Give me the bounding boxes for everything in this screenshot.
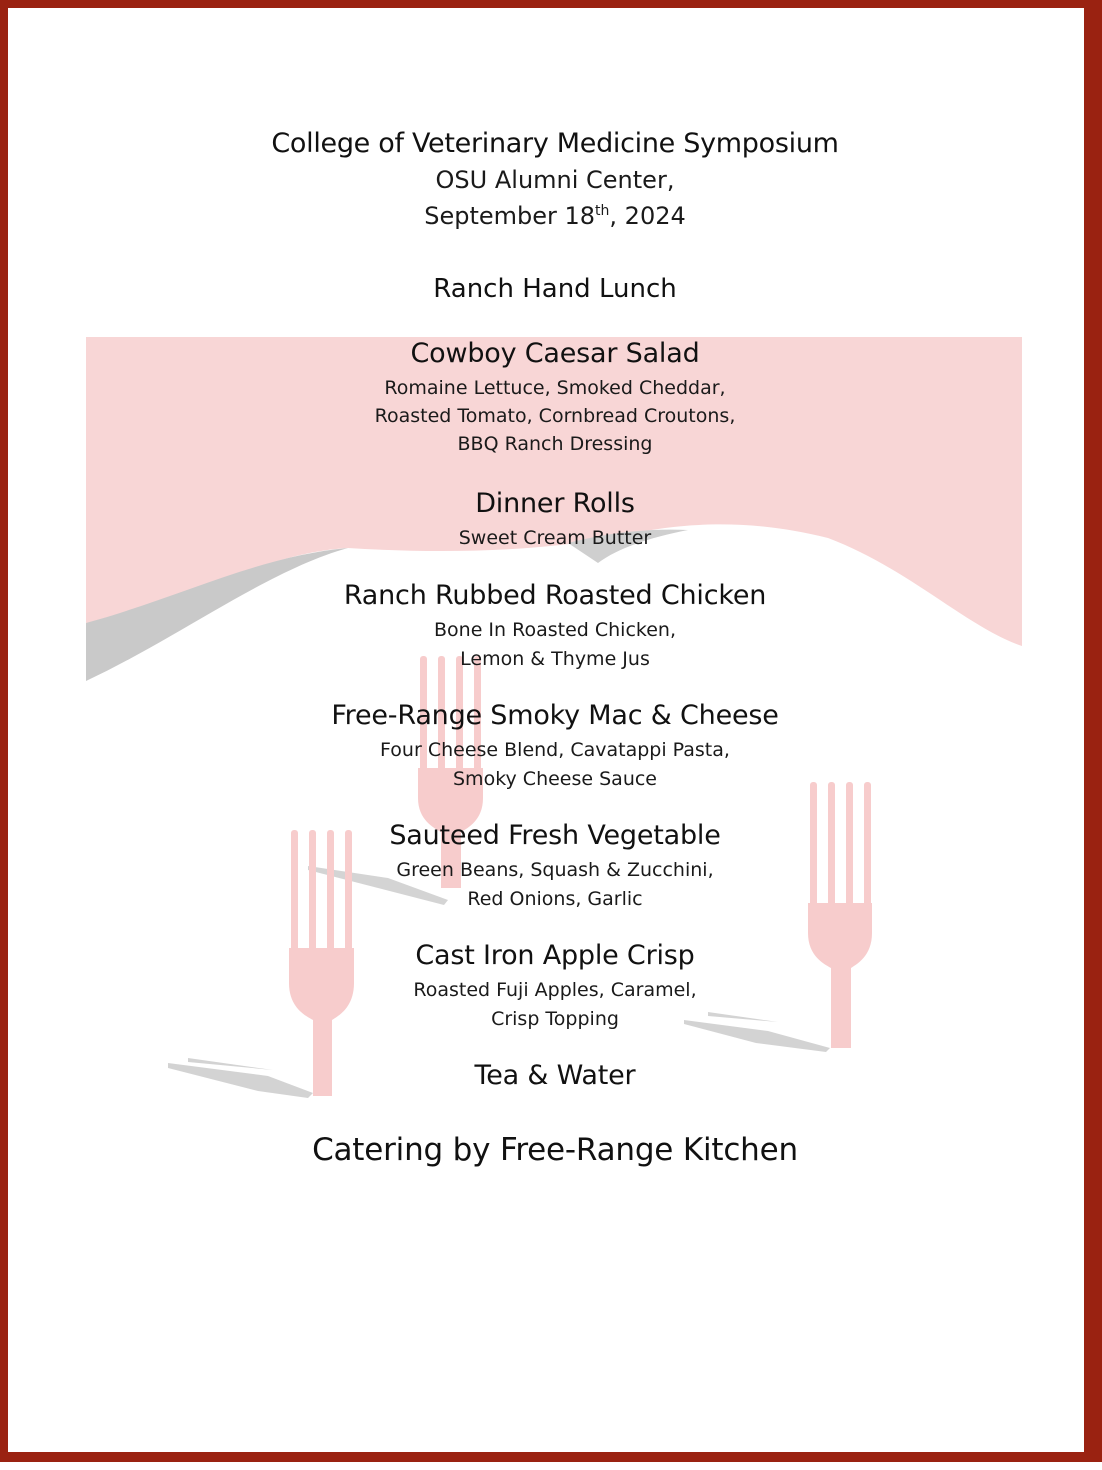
dish-description: Romaine Lettuce, Smoked Cheddar, <box>384 377 726 399</box>
dish-description: Roasted Fuji Apples, Caramel, <box>413 979 697 1001</box>
dish-description: Green Beans, Squash & Zucchini, <box>396 859 714 881</box>
dish-description: Bone In Roasted Chicken, <box>434 619 676 641</box>
dish-name: Free-Range Smoky Mac & Cheese <box>331 700 779 731</box>
date-year: , 2024 <box>609 202 686 230</box>
dish-description: Lemon & Thyme Jus <box>460 648 650 670</box>
dish-description: Crisp Topping <box>491 1008 619 1030</box>
dish-description: BBQ Ranch Dressing <box>457 433 653 455</box>
venue-line: OSU Alumni Center, <box>435 166 675 194</box>
menu-title: Ranch Hand Lunch <box>433 274 677 304</box>
date-ordinal: th <box>595 203 610 219</box>
event-title: College of Veterinary Medicine Symposium <box>271 128 839 159</box>
dish-name: Dinner Rolls <box>475 488 635 519</box>
dish-name: Cast Iron Apple Crisp <box>415 940 695 971</box>
catering-credit: Catering by Free-Range Kitchen <box>312 1132 798 1168</box>
dish-name: Tea & Water <box>474 1060 636 1091</box>
dish-description: Four Cheese Blend, Cavatappi Pasta, <box>380 739 730 761</box>
dish-description: Roasted Tomato, Cornbread Croutons, <box>374 405 736 427</box>
date-line <box>8 202 1102 230</box>
dish-description: Sweet Cream Butter <box>458 527 652 549</box>
dish-name: Ranch Rubbed Roasted Chicken <box>343 580 767 611</box>
dish-name: Cowboy Caesar Salad <box>410 338 700 369</box>
dish-description: Smoky Cheese Sauce <box>453 768 657 790</box>
dish-name: Sauteed Fresh Vegetable <box>389 820 721 851</box>
dish-description: Red Onions, Garlic <box>467 888 643 910</box>
date-text: September 18 <box>424 202 596 230</box>
